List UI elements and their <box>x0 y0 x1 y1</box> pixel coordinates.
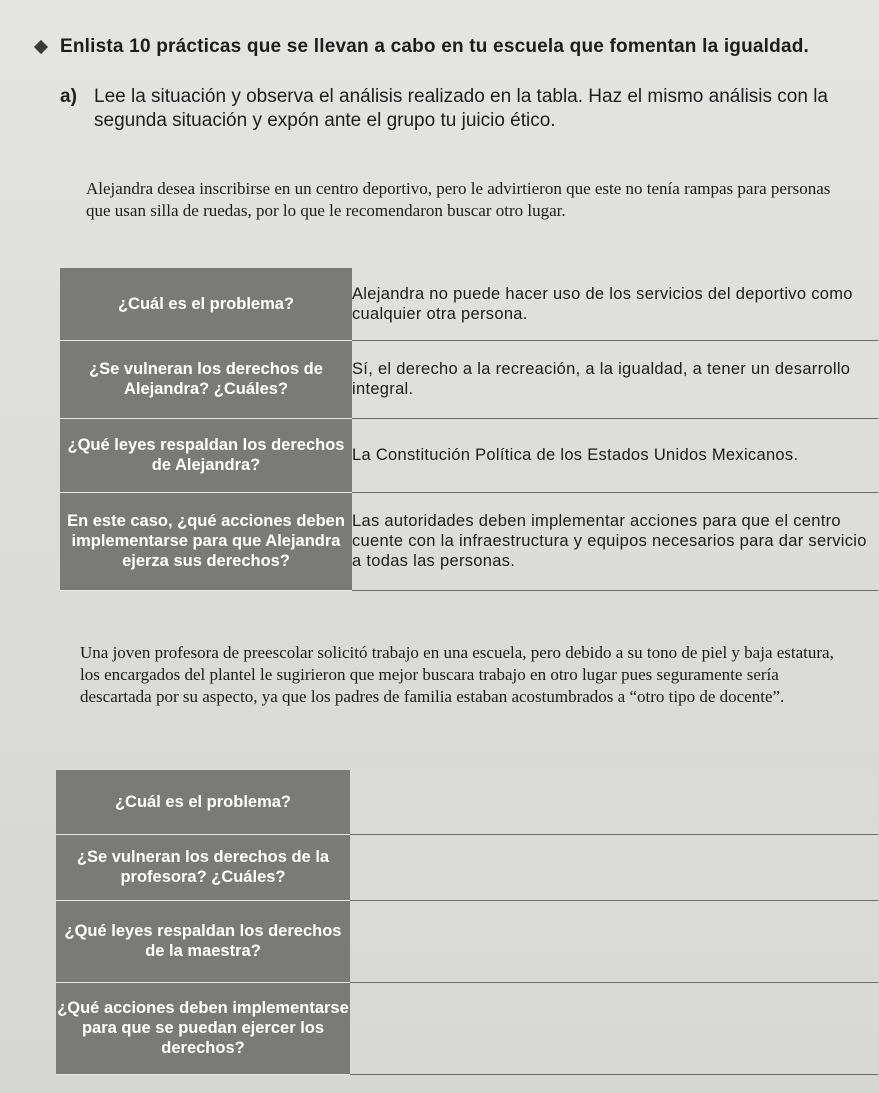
answer-field[interactable] <box>350 834 878 900</box>
row-question: ¿Se vulneran los derechos de Alejandra? ¿Cuáles? <box>60 340 352 418</box>
row-question: ¿Cuál es el problema? <box>60 268 352 340</box>
situation-1-text: Alejandra desea inscribirse en un centro deportivo, pero le advirtieron que este no tenía rampas para personas que usan silla de ruedas, por lo que le recomendaron buscar otro lugar. <box>86 179 831 220</box>
situation-2-text: Una joven profesora de preescolar solicitó trabajo en una escuela, pero debido a su tono de piel y baja estatura, los encargados del plantel le sugirieron que mejor buscara trabajo en otro lugar pues seguramente sería descartada por su aspecto, ya que los padres de familia estaban acostumbrados a “otro tipo de docente”. <box>80 643 834 706</box>
activity-instruction <box>36 36 866 58</box>
answer-field[interactable] <box>350 982 878 1074</box>
row-question: ¿Qué leyes respaldan los derechos de Alejandra? <box>60 418 352 492</box>
subquestion-a <box>60 85 860 133</box>
table-row <box>56 834 878 900</box>
row-answer: Las autoridades deben implementar acciones para que el centro cuente con la infraestructura y equipos necesarios para dar servicio a todas las personas. <box>352 492 878 590</box>
answer-field[interactable] <box>350 770 878 834</box>
analysis-table-example <box>60 268 878 591</box>
row-question: ¿Qué leyes respaldan los derechos de la maestra? <box>56 900 350 982</box>
table-row <box>56 982 878 1074</box>
subquestion-text: Lee la situación y observa el análisis realizado en la tabla. Haz el mismo análisis con la segunda situación y expón ante el grupo tu juicio ético. <box>94 86 828 131</box>
row-answer: La Constitución Política de los Estados Unidos Mexicanos. <box>352 418 878 492</box>
diamond-bullet-icon <box>34 40 48 54</box>
row-answer: Alejandra no puede hacer uso de los servicios del deportivo como cualquier otra persona. <box>352 268 878 340</box>
row-question: ¿Qué acciones deben implementarse para que se puedan ejercer los derechos? <box>56 982 350 1074</box>
table-row <box>60 340 878 418</box>
row-answer: Sí, el derecho a la recreación, a la igualdad, a tener un desarrollo integral. <box>352 340 878 418</box>
row-question: ¿Cuál es el problema? <box>56 770 350 834</box>
instruction-text: Enlista 10 prácticas que se llevan a cabo en tu escuela que fomentan la igualdad. <box>60 36 810 57</box>
subquestion-letter: a) <box>60 86 77 107</box>
row-question: ¿Se vulneran los derechos de la profesora? ¿Cuáles? <box>56 834 350 900</box>
row-question: En este caso, ¿qué acciones deben implementarse para que Alejandra ejerza sus derechos? <box>60 492 352 590</box>
table-row <box>56 900 878 982</box>
table-row <box>56 770 878 834</box>
analysis-table-exercise <box>56 770 878 1075</box>
table-row <box>60 418 878 492</box>
table-row <box>60 492 878 590</box>
table-row <box>60 268 878 340</box>
answer-field[interactable] <box>350 900 878 982</box>
